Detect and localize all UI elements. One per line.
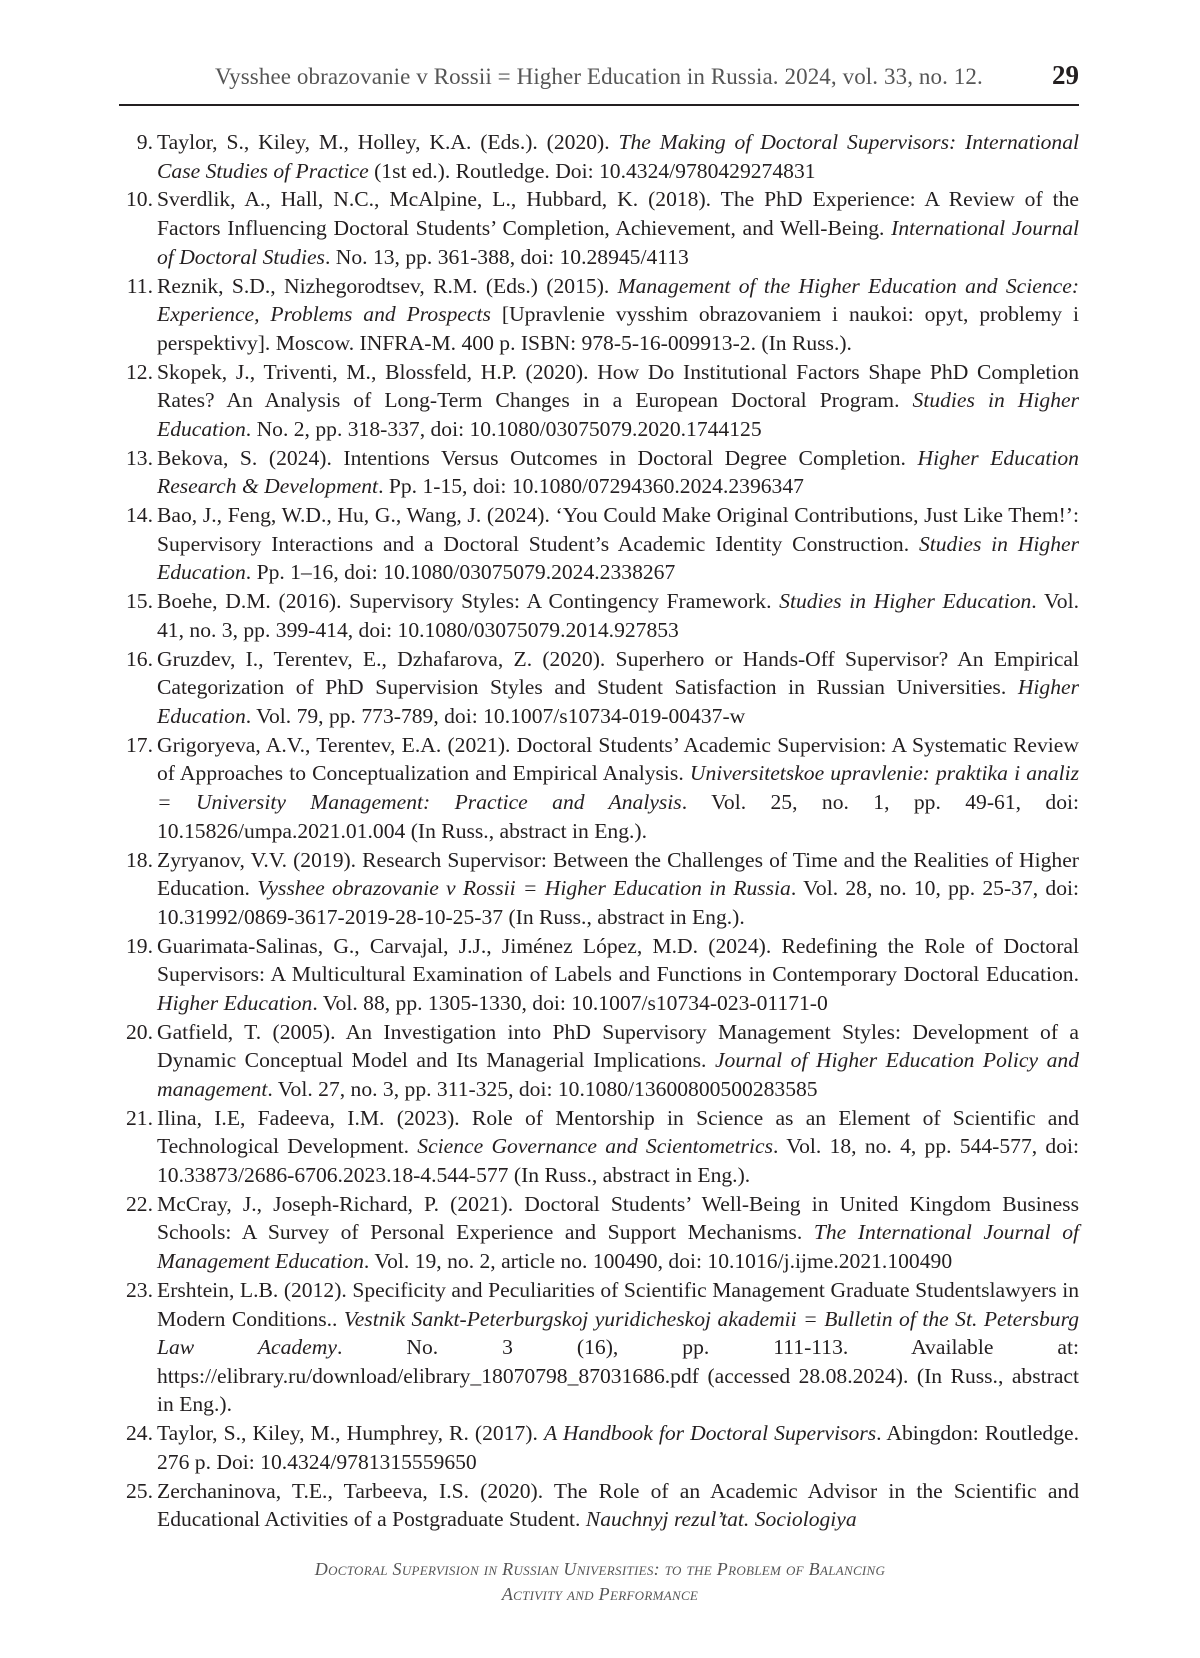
- reference-source-title: A Handbook for Doctoral Supervisors: [543, 1421, 877, 1446]
- reference-list: [119, 128, 1079, 1534]
- reference-text: . Vol. 19, no. 2, article no. 100490, doi: 10.1016/j.ijme.2021.100490: [363, 1249, 953, 1274]
- reference-text: Skopek, J., Triventi, M., Blossfeld, H.P. (2020). How Do Institutional Factors Shape PhD Completion Rates? An Analysis of Long-Term Changes in a European Doctoral Program.: [157, 359, 1079, 413]
- reference-number: 9.: [136, 130, 153, 154]
- reference-item: [119, 501, 1079, 587]
- running-header: [119, 56, 1079, 106]
- reference-text: Ershtein, L.B. (2012). Specificity and Peculiarities of Scientific Management Graduate Studentslawyers in Modern Conditions..: [157, 1277, 1079, 1331]
- reference-number: 25.: [126, 1478, 153, 1503]
- reference-number: 11.: [126, 273, 153, 298]
- reference-source-title: Universitetskoe upravlenie: praktika i analiz = University Management: Practice and Analysis: [157, 761, 1079, 815]
- reference-text: . Pp. 1–16, doi: 10.1080/03075079.2024.2338267: [245, 560, 676, 585]
- reference-source-title: Nauchnyj rezul’tat. Sociologiya: [585, 1507, 857, 1532]
- reference-item: [119, 1190, 1079, 1276]
- reference-text: . Pp. 1-15, doi: 10.1080/07294360.2024.2396347: [378, 474, 804, 499]
- reference-text: Zerchaninova, T.E., Tarbeeva, I.S. (2020). The Role of an Academic Advisor in the Scientific and Educational Activities of a Postgraduate Student.: [157, 1478, 1079, 1532]
- reference-text: Ilina, I.E, Fadeeva, I.M. (2023). Role of Mentorship in Science as an Element of Scientific and Technological Development.: [157, 1105, 1079, 1159]
- reference-number: 19.: [126, 933, 153, 958]
- reference-text: . Vol. 27, no. 3, pp. 311-325, doi: 10.1080/13600800500283585: [267, 1076, 818, 1101]
- reference-number: 15.: [126, 589, 153, 614]
- reference-source-title: Studies in Higher Education: [157, 388, 1079, 441]
- reference-text: [Upravlenie vysshim obrazovaniem i naukoi: opyt, problemy i perspektivy]. Moscow. INFRA-M. 400 p. ISBN: 978-5-16-009913-2. (In Russ.).: [157, 302, 1079, 355]
- reference-number: 18.: [126, 847, 153, 872]
- reference-text: Bao, J., Feng, W.D., Hu, G., Wang, J. (2024). ‘You Could Make Original Contributions, Just Like Them!’: Supervisory Interactions and a Doctoral Student’s Academic Identity Construction.: [157, 503, 1079, 556]
- reference-number: 10.: [126, 187, 153, 212]
- reference-source-title: Higher Education Research & Development: [157, 445, 1079, 499]
- reference-source-title: The Making of Doctoral Supervisors: International Case Studies of Practice: [157, 130, 1079, 183]
- reference-number: 17.: [126, 732, 153, 757]
- reference-source-title: Vestnik Sankt-Peterburgskoj yuridicheskoj akademii = Bulletin of the St. Petersburg Law Academy: [157, 1306, 1079, 1360]
- reference-text: . No. 3 (16), pp. 111-113. Available at: https://elibrary.ru/download/elibrary_18070798_87031686.pdf (accessed 28.08.2024). (In Russ., abstract in Eng.).: [157, 1335, 1079, 1417]
- reference-item: [119, 1104, 1079, 1190]
- reference-source-title: Vysshee obrazovanie v Rossii = Higher Education in Russia: [257, 876, 791, 901]
- reference-source-title: Science Governance and Scientometrics: [417, 1134, 774, 1159]
- reference-source-title: Studies in Higher Education: [157, 531, 1079, 585]
- reference-number: 22.: [126, 1191, 153, 1216]
- reference-item: [119, 185, 1079, 271]
- reference-source-title: The International Journal of Management Education: [157, 1220, 1080, 1274]
- reference-number: 20.: [126, 1019, 153, 1044]
- reference-text: . Vol. 18, no. 4, pp. 544-577, doi: 10.33873/2686-6706.2023.18-4.544-577 (In Russ., abstract in Eng.).: [157, 1134, 1080, 1187]
- reference-item: [119, 846, 1079, 932]
- reference-text: Guarimata-Salinas, G., Carvajal, J.J., Jiménez López, M.D. (2024). Redefining the Role of Doctoral Supervisors: A Multicultural Examination of Labels and Functions in Contemporary Doctoral Education.: [157, 933, 1079, 987]
- reference-source-title: Management of the Higher Education and Science: Experience, Problems and Prospects: [157, 273, 1080, 327]
- reference-source-title: Studies in Higher Education: [779, 589, 1032, 614]
- reference-item: [119, 1018, 1079, 1104]
- reference-text: . Vol. 28, no. 10, pp. 25-37, doi: 10.31992/0869-3617-2019-28-10-25-37 (In Russ., abstract in Eng.).: [157, 876, 1080, 929]
- reference-source-title: Higher Education: [157, 990, 313, 1015]
- reference-source-title: International Journal of Doctoral Studies: [157, 216, 1079, 269]
- reference-text: . Abingdon: Routledge. 276 p. Doi: 10.4324/9781315559650: [157, 1421, 1079, 1474]
- footer-title-line-2: Activity and Performance: [501, 1584, 699, 1604]
- reference-number: 12.: [126, 359, 153, 384]
- footer-title-line-1: Doctoral Supervision in Russian Universities: to the Problem of Balancing: [314, 1559, 886, 1579]
- reference-number: 13.: [126, 445, 153, 470]
- running-footer: [0, 1557, 1200, 1607]
- reference-text: Gruzdev, I., Terentev, E., Dzhafarova, Z. (2020). Superhero or Hands-Off Supervisor? An Empirical Categorization of PhD Supervision Styles and Student Satisfaction in Russian Universities.: [157, 646, 1079, 700]
- reference-source-title: Higher Education: [157, 675, 1079, 728]
- reference-text: McCray, J., Joseph-Richard, P. (2021). Doctoral Students’ Well-Being in United Kingdom Business Schools: A Survey of Personal Experience and Support Mechanisms.: [157, 1191, 1079, 1245]
- reference-text: Zyryanov, V.V. (2019). Research Supervisor: Between the Challenges of Time and the Realities of Higher Education.: [157, 847, 1079, 901]
- reference-text: . No. 2, pp. 318-337, doi: 10.1080/03075079.2020.1744125: [245, 416, 762, 441]
- reference-text: . Vol. 79, pp. 773-789, doi: 10.1007/s10734-019-00437-w: [245, 703, 746, 728]
- reference-text: (1st ed.). Routledge. Doi: 10.4324/9780429274831: [368, 158, 816, 183]
- reference-item: [119, 128, 1079, 185]
- reference-text: Grigoryeva, A.V., Terentev, E.A. (2021). Doctoral Students’ Academic Supervision: A Systematic Review of Approaches to Conceptualization and Empirical Analysis.: [157, 732, 1079, 786]
- reference-text: Boehe, D.M. (2016). Supervisory Styles: A Contingency Framework.: [157, 589, 780, 614]
- reference-text: Taylor, S., Kiley, M., Holley, K.A. (Eds.). (2020).: [157, 130, 619, 154]
- page-number: 29: [1052, 60, 1079, 90]
- reference-text: . Vol. 88, pp. 1305-1330, doi: 10.1007/s10734-023-01171-0: [312, 990, 828, 1015]
- reference-item: [119, 272, 1079, 358]
- reference-item: [119, 731, 1079, 845]
- reference-item: [119, 932, 1079, 1018]
- reference-source-title: Journal of Higher Education Policy and management: [157, 1048, 1079, 1101]
- reference-text: Reznik, S.D., Nizhegorodtsev, R.M. (Eds.) (2015).: [157, 273, 618, 298]
- reference-item: [119, 358, 1079, 444]
- reference-text: Taylor, S., Kiley, M., Humphrey, R. (2017).: [157, 1421, 544, 1446]
- reference-number: 14.: [126, 503, 153, 528]
- reference-number: 23.: [126, 1277, 153, 1302]
- reference-item: [119, 1477, 1079, 1534]
- reference-item: [119, 587, 1079, 644]
- reference-number: 16.: [126, 646, 153, 671]
- reference-number: 21.: [126, 1105, 153, 1130]
- reference-item: [119, 444, 1079, 501]
- reference-item: [119, 1419, 1079, 1476]
- reference-text: . Vol. 25, no. 1, pp. 49-61, doi: 10.15826/umpa.2021.01.004 (In Russ., abstract in Eng.).: [157, 790, 1079, 843]
- reference-text: Gatfield, T. (2005). An Investigation into PhD Supervisory Management Styles: Development of a Dynamic Conceptual Model and Its Managerial Implications.: [157, 1019, 1079, 1073]
- reference-item: [119, 1276, 1079, 1419]
- reference-text: . No. 13, pp. 361-388, doi: 10.28945/4113: [324, 244, 689, 269]
- reference-item: [119, 645, 1079, 731]
- journal-title: Vysshee obrazovanie v Rossii = Higher Education in Russia. 2024, vol. 33, no. 12.: [215, 64, 983, 89]
- reference-number: 24.: [126, 1421, 153, 1446]
- reference-text: Sverdlik, A., Hall, N.C., McAlpine, L., Hubbard, K. (2018). The PhD Experience: A Review of the Factors Influencing Doctoral Students’ Completion, Achievement, and Well-Being.: [157, 187, 1079, 241]
- reference-text: . Vol. 41, no. 3, pp. 399-414, doi: 10.1080/03075079.2014.927853: [157, 589, 1079, 642]
- reference-text: Bekova, S. (2024). Intentions Versus Outcomes in Doctoral Degree Completion.: [157, 445, 918, 470]
